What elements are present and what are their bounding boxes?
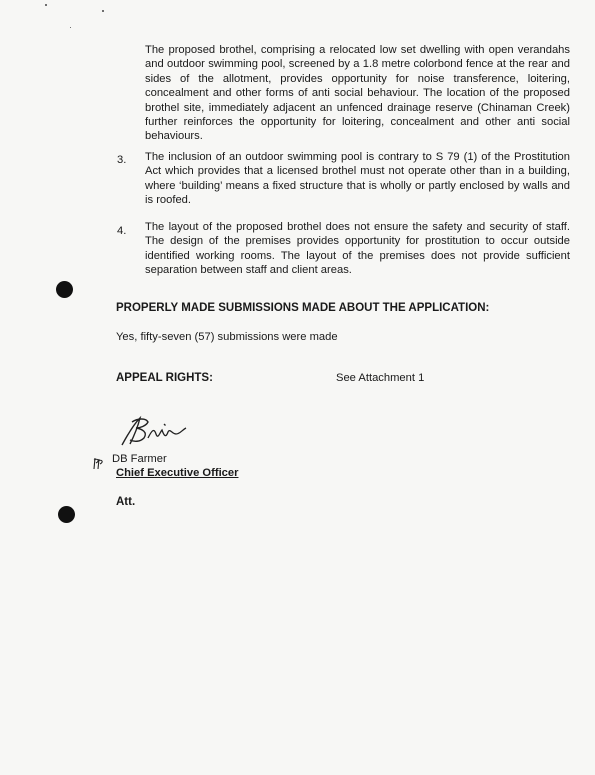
attachment-label: Att. (116, 496, 136, 508)
scan-speck (45, 4, 47, 6)
submissions-heading: PROPERLY MADE SUBMISSIONS MADE ABOUT THE APPLICATION: (116, 302, 490, 314)
punch-hole (56, 281, 73, 298)
scan-speck (102, 10, 104, 12)
intro-paragraph: The proposed brothel, comprising a relocated low set dwelling with open verandahs and outdoor swimming pool, screened by a 1.8 metre colorbond fence at the rear and sides of the allotment, provides opportunity for noise transference, loitering, concealment and other forms of anti social behaviour. The location of the proposed brothel site, immediately adjacent an unfenced drainage reserve (Chinaman Creek) further reinforces the opportunity for loitering, concealment and other anti social behaviours. (145, 44, 570, 143)
punch-hole (58, 506, 75, 523)
item-number: 3. (117, 154, 127, 166)
signature-image (118, 412, 190, 452)
item-paragraph: The inclusion of an outdoor swimming pool is contrary to S 79 (1) of the Prostitution Act which provides that a licensed brothel must not operate other than in a building, where ‘building’ means a fixed structure that is wholly or partly enclosed by walls and is roofed. (145, 151, 570, 207)
signatory-name: DB Farmer (112, 453, 167, 465)
item-number: 4. (117, 225, 127, 237)
submissions-text: Yes, fifty-seven (57) submissions were made (116, 331, 338, 343)
per-procurationem-mark (92, 456, 106, 470)
item-paragraph: The layout of the proposed brothel does not ensure the safety and security of staff. The design of the premises provides opportunity for prostitution to occur outside identified working rooms. The layout of the premises does not provide sufficient separation between staff and client areas. (145, 221, 570, 277)
appeal-heading: APPEAL RIGHTS: (116, 372, 213, 384)
appeal-text: See Attachment 1 (336, 372, 425, 384)
signatory-title: Chief Executive Officer (116, 467, 239, 479)
scan-speck (70, 27, 71, 28)
